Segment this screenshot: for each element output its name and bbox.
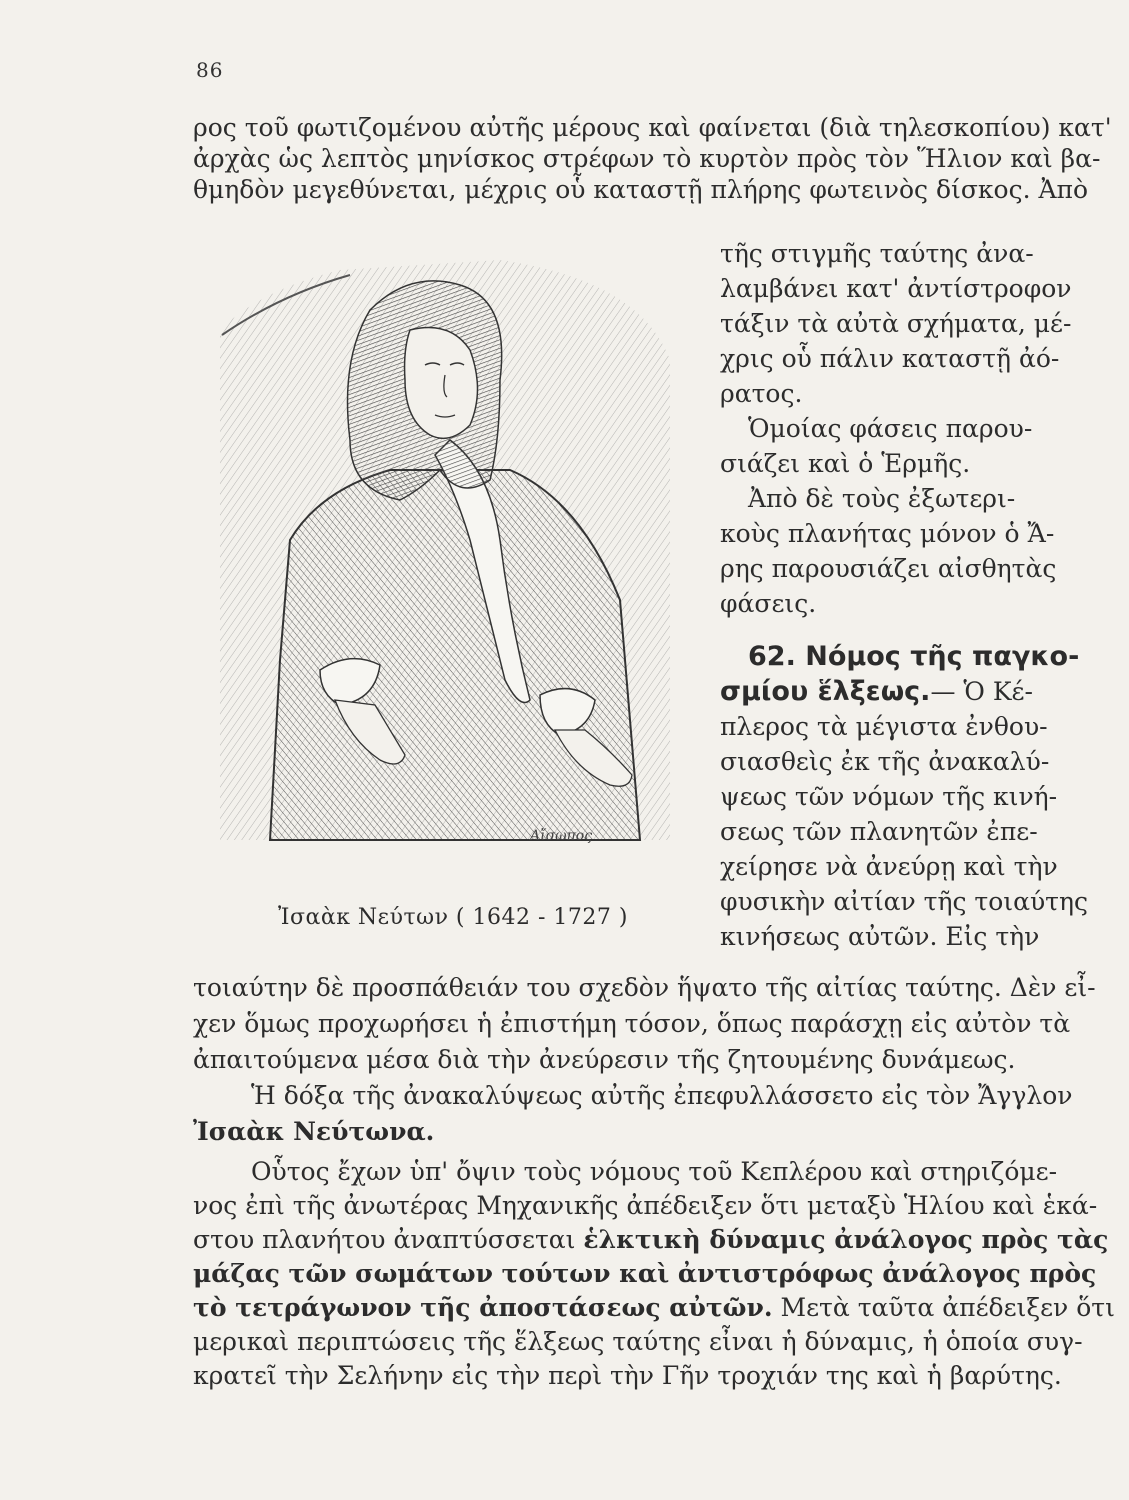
section-heading-cont: σμίου ἕλξεως. [720,676,931,707]
text-line: ρης παρουσιάζει αἰσθητὰς [720,554,1057,583]
page-number: 86 [196,58,224,82]
text-line: λαμβάνει κατ' ἀντίστροφον [720,274,1072,303]
text-line: σεως τῶν πλανητῶν ἐπε- [720,817,1038,846]
text-line: Ἀπὸ δὲ τοὺς ἐξωτερι- [748,484,1016,513]
text-line: χεν ὅμως προχωρήσει ἡ ἐπιστήμη τόσον, ὅπως παράσχῃ εἰς αὐτὸν τὰ [193,1009,1071,1038]
right-column-text [720,236,1088,954]
text-line: μερικαὶ περιπτώσεις τῆς ἕλξεως ταύτης εἶναι ἡ δύναμις, ἡ ὁποία συγ- [193,1327,1083,1356]
text-line: τοιαύτην δὲ προσπάθειάν του σχεδὸν ἥψατο τῆς αἰτίας ταύτης. Δὲν εἶ- [193,973,1096,1002]
text-line: τάξιν τὰ αὐτὰ σχήματα, μέ- [720,309,1072,338]
text-line: ψεως τῶν νόμων τῆς κινή- [720,782,1058,811]
text-line: θμηδὸν μεγεθύνεται, μέχρις οὗ καταστῇ πλήρης φωτεινὸς δίσκος. Ἀπὸ [193,175,1089,204]
text-line: χρις οὗ πάλιν καταστῇ ἀό- [720,344,1060,373]
text-line: Ὁμοίας φάσεις παρου- [748,414,1033,443]
text-line: Μετὰ ταῦτα ἀπέδειξεν ὅτι [772,1293,1115,1322]
bottom-paragraph-3 [193,1155,1115,1393]
bold-name: Ἰσαὰκ Νεύτωνα. [193,1117,435,1146]
text-line: ρατος. [720,379,803,408]
text-line: νος ἐπὶ τῆς ἀνωτέρας Μηχανικῆς ἀπέδειξεν ὅτι μεταξὺ Ἡλίου καὶ ἑκά- [193,1191,1098,1220]
text-line: ἀρχὰς ὡς λεπτὸς μηνίσκος στρέφων τὸ κυρτὸν πρὸς τὸν Ἥλιον καὶ βα- [193,144,1101,173]
section-heading: 62. Νόμος τῆς παγκο- [748,641,1080,672]
intro-paragraph [193,112,1112,205]
text-line: σιάζει καὶ ὁ Ἑρμῆς. [720,449,971,478]
artist-signature: Αἴσωπος [530,828,593,844]
text-line: τῆς στιγμῆς ταύτης ἀνα- [720,239,1034,268]
bottom-paragraph-1 [193,970,1096,1150]
bold-phrase: ἑλκτικὴ δύναμις ἀνάλογος πρὸς τὰς [583,1225,1109,1254]
text-line: κρατεῖ τὴν Σελήνην εἰς τὴν περὶ τὴν Γῆν τροχιάν της καὶ ἡ βαρύτης. [193,1361,1062,1390]
text-line: φυσικὴν αἰτίαν τῆς τοιαύτης [720,887,1088,916]
bold-phrase: τὸ τετράγωνον τῆς ἀποστάσεως αὐτῶν. [193,1293,773,1322]
text-line: πλερος τὰ μέγιστα ἐνθου- [720,712,1048,741]
text-line: στου πλανήτου ἀναπτύσσεται [193,1225,584,1254]
text-line: κινήσεως αὐτῶν. Εἰς τὴν [720,922,1040,951]
text-line: σιασθεὶς ἐκ τῆς ἀνακαλύ- [720,747,1050,776]
text-line: κοὺς πλανήτας μόνον ὁ Ἄ- [720,519,1055,548]
text-line: χείρησε νὰ ἀνεύρῃ καὶ τὴν [720,852,1058,881]
text-line: Οὗτος ἔχων ὑπ' ὄψιν τοὺς νόμους τοῦ Κεπλέρου καὶ στηριζόμε- [251,1157,1058,1186]
text-line: ἀπαιτούμενα μέσα διὰ τὴν ἀνεύρεσιν τῆς ζητουμένης δυνάμεως. [193,1045,1016,1074]
bold-phrase: μάζας τῶν σωμάτων τούτων καὶ ἀντιστρόφως ἀνάλογος πρὸς [193,1259,1097,1288]
text-line: φάσεις. [720,589,817,618]
newton-portrait-illustration [200,240,690,870]
text-line: ρος τοῦ φωτιζομένου αὐτῆς μέρους καὶ φαίνεται (διὰ τηλεσκοπίου) κατ' [193,113,1112,142]
text-line: Ἡ δόξα τῆς ἀνακαλύψεως αὐτῆς ἐπεφυλλάσσετο εἰς τὸν Ἄγγλον [251,1081,1073,1110]
figure-caption: Ἰσαὰκ Νεύτων ( 1642 - 1727 ) [278,905,628,930]
text-line: — Ὁ Κέ- [930,677,1033,706]
